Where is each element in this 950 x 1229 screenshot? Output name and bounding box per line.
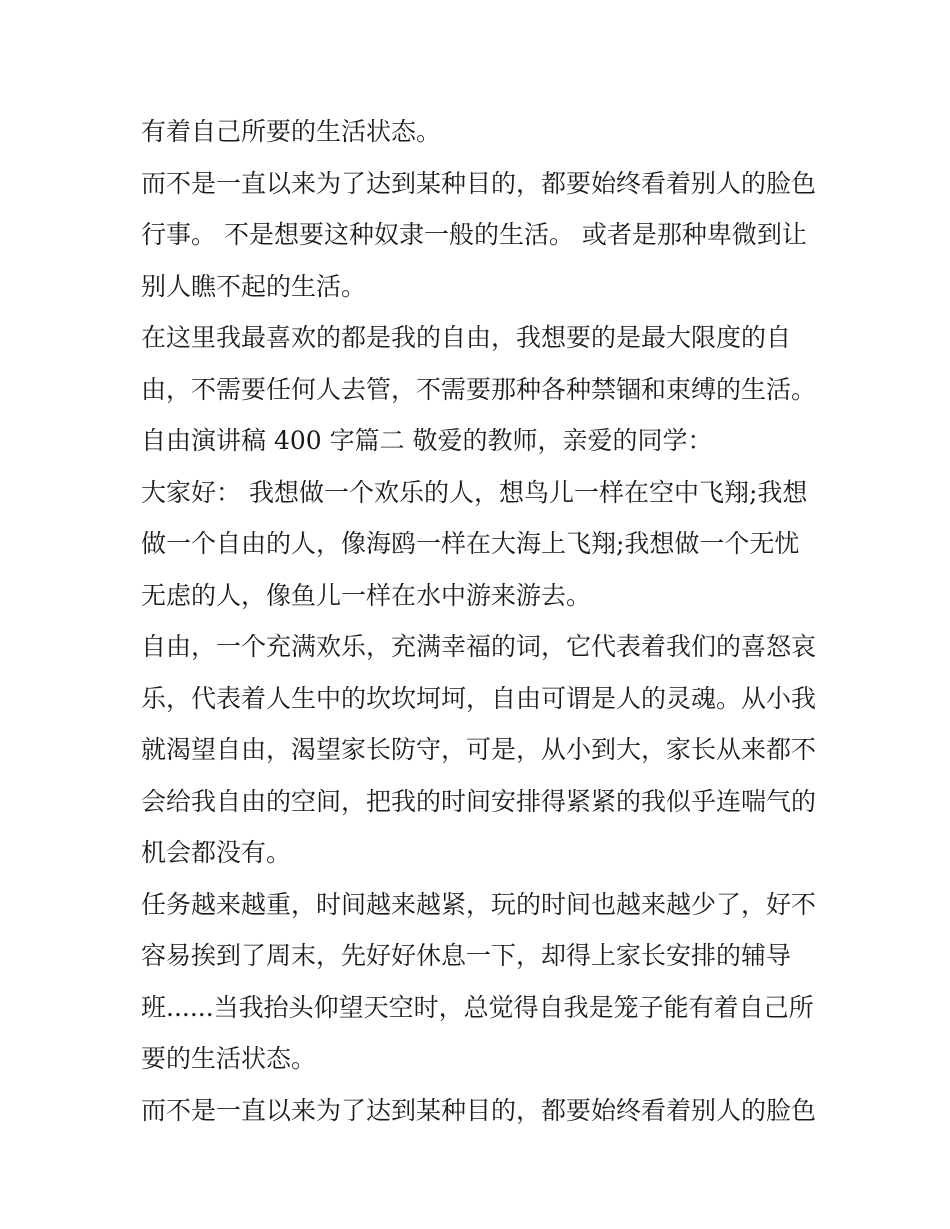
text-line: 机会都没有。 xyxy=(141,838,292,867)
text-line: 行事。 不是想要这种奴隶一般的生活。 或者是那种卑微到让 xyxy=(141,220,807,249)
text-line: 由，不需要任何人去管，不需要那种各种禁锢和束缚的生活。 xyxy=(141,374,817,404)
text-line: 自由演讲稿 400 字篇二 敬爱的教师，亲爱的同学： xyxy=(141,426,713,455)
text-line: 就渴望自由，渴望家长防守，可是，从小到大，家长从来都不 xyxy=(141,735,817,764)
text-line: 而不是一直以来为了达到某种目的，都要始终看着别人的脸色 xyxy=(141,168,817,198)
text-line: 容易挨到了周末，先好好休息一下，却得上家长安排的辅导 xyxy=(141,941,792,970)
text-line: 班......当我抬头仰望天空时，总觉得自我是笼子能有着自己所 xyxy=(141,992,814,1022)
text-line: 而不是一直以来为了达到某种目的，都要始终看着别人的脸色 xyxy=(141,1095,817,1125)
text-line: 做一个自由的人，像海鸥一样在大海上飞翔;我想做一个无忧 xyxy=(141,529,800,558)
text-line: 会给我自由的空间，把我的时间安排得紧紧的我似乎连喘气的 xyxy=(141,786,817,816)
text-line: 要的生活状态。 xyxy=(141,1044,317,1073)
text-line: 有着自己所要的生活状态。 xyxy=(141,117,442,146)
text-line: 别人瞧不起的生活。 xyxy=(141,271,367,301)
text-line: 乐，代表着人生中的坎坎坷坷，自由可谓是人的灵魂。从小我 xyxy=(141,683,817,713)
text-line: 大家好： 我想做一个欢乐的人，想鸟儿一样在空中飞翔;我想 xyxy=(141,477,808,507)
text-line: 自由，一个充满欢乐，充满幸福的词，它代表着我们的喜怒哀 xyxy=(141,632,817,661)
text-line: 任务越来越重，时间越来越紧，玩的时间也越来越少了，好不 xyxy=(141,889,817,919)
text-line: 无虑的人，像鱼儿一样在水中游来游去。 xyxy=(141,580,592,610)
text-line: 在这里我最喜欢的都是我的自由，我想要的是最大限度的自 xyxy=(141,323,792,352)
document-body xyxy=(141,106,821,1136)
